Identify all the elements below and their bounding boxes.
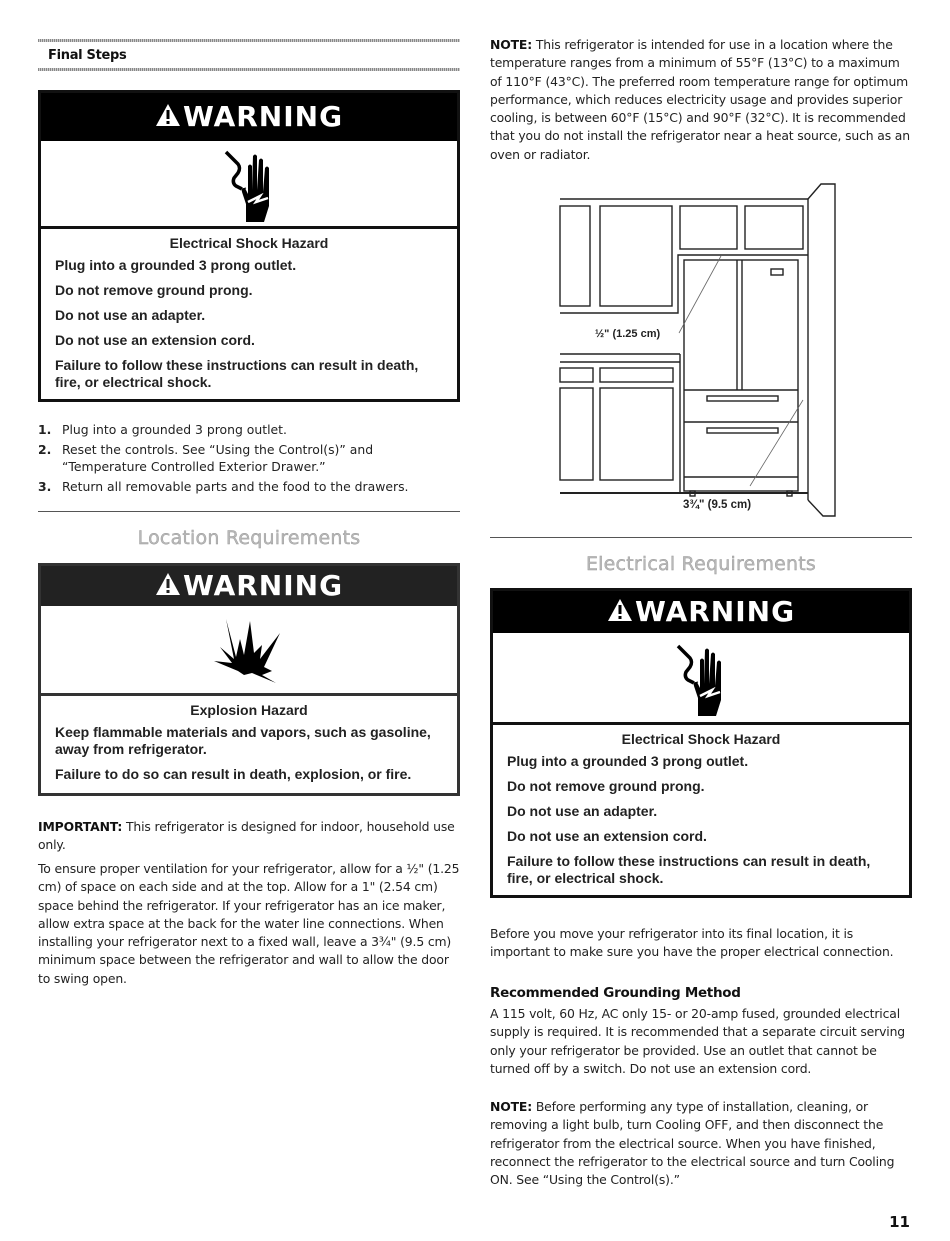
installation-clearance-diagram <box>555 178 845 518</box>
warning-line: Failure to follow these instructions can result in death, fire, or electrical shock. <box>507 853 871 886</box>
electrical-note: NOTE: Before performing any type of installation, cleaning, or removing a light bulb, turn Cooling OFF, and then disconnect the refrigerator from the electrical source. When you have finished, reconnect the refrigerator to the electrical source and turn Cooling ON. See “Using the Control(s).” <box>490 1099 895 1188</box>
hazard-title: Explosion Hazard <box>190 702 308 718</box>
divider <box>38 68 460 71</box>
warning-heading: WARNING <box>182 100 344 133</box>
warning-body <box>493 725 909 895</box>
location-warning-box <box>38 563 460 796</box>
page-number: 11 <box>889 1213 910 1231</box>
warning-triangle-icon <box>607 598 633 622</box>
electrical-intro: Before you move your refrigerator into its final location, it is important to make sure you have the proper electrical connection. <box>490 926 894 960</box>
electrical-shock-hand-icon <box>493 633 909 725</box>
final-steps-title: Final Steps <box>48 48 127 63</box>
warning-header <box>41 566 457 606</box>
hazard-title: Electrical Shock Hazard <box>169 235 329 251</box>
warning-line: Plug into a grounded 3 prong outlet. <box>507 753 749 769</box>
top-clearance-label: ½" (1.25 cm) <box>595 328 661 340</box>
warning-header <box>493 591 909 633</box>
hazard-title: Electrical Shock Hazard <box>621 731 781 747</box>
note-label: NOTE: <box>490 1099 533 1114</box>
warning-line: Do not use an adapter. <box>507 803 658 819</box>
warning-heading: WARNING <box>634 595 796 628</box>
electrical-warning-box <box>490 588 912 898</box>
divider <box>38 511 460 512</box>
divider <box>490 537 912 538</box>
divider <box>38 39 460 42</box>
location-requirements-title: Location Requirements <box>137 527 361 549</box>
warning-line: Do not remove ground prong. <box>507 778 705 794</box>
warning-triangle-icon <box>155 572 181 596</box>
warning-line: Do not use an adapter. <box>55 307 206 323</box>
final-steps-warning-box <box>38 90 460 402</box>
grounding-method-text: A 115 volt, 60 Hz, AC only 15- or 20-amp fused, grounded electrical supply is required. It is recommended that a separate circuit serving only your refrigerator be provided. Use an outlet that cannot be turned off by a switch. Do not use an extension cord. <box>490 1006 905 1076</box>
grounding-method-title: Recommended Grounding Method <box>490 985 741 1001</box>
step-item: 1. Plug into a grounded 3 prong outlet. <box>38 422 287 437</box>
warning-line: Failure to follow these instructions can result in death, fire, or electrical shock. <box>55 357 419 390</box>
warning-line: Keep flammable materials and vapors, such as gasoline, away from refrigerator. <box>55 724 431 757</box>
step-item: 3. Return all removable parts and the food to the drawers. <box>38 479 409 494</box>
warning-body <box>41 696 457 793</box>
final-steps-header <box>38 39 460 71</box>
warning-line: Do not use an extension cord. <box>55 332 255 348</box>
warning-header <box>41 93 457 141</box>
side-clearance-label: 3¾" (9.5 cm) <box>683 499 752 511</box>
warning-body <box>41 229 457 399</box>
warning-line: Do not use an extension cord. <box>507 828 707 844</box>
refrigerator-cabinet-illustration <box>555 178 845 518</box>
temperature-note: NOTE: This refrigerator is intended for use in a location where the temperature ranges from a minimum of 55°F (13°C) to a maximum of 110°F (43°C). The preferred room temperature range for optimum performance, which reduces electricity usage and provides superior cooling, is between 60°F (15°C) and 90°F (32°C). It is recommended that you do not install the refrigerator near a heat source, such as an oven or radiator. <box>490 37 910 162</box>
warning-triangle-icon <box>155 103 181 127</box>
electrical-shock-hand-icon <box>41 141 457 229</box>
step-item: 2. Reset the controls. See “Using the Control(s)” and “Temperature Controlled Exterior Drawer.” <box>38 442 374 474</box>
warning-heading: WARNING <box>182 569 344 602</box>
warning-line: Do not remove ground prong. <box>55 282 253 298</box>
ventilation-paragraph: To ensure proper ventilation for your refrigerator, allow for a ½" (1.25 cm) of space on each side and at the top. Allow for a 1" (2.54 cm) space behind the refrigerator. If your refrigerator has an ice maker, allow extra space at the back for the water line connections. When installing your refrigerator next to a fixed wall, leave a 3¾" (9.5 cm) minimum space between the refrigerator and wall to allow the door to swing open. <box>38 861 460 986</box>
explosion-icon <box>41 606 457 696</box>
warning-line: Plug into a grounded 3 prong outlet. <box>55 257 297 273</box>
important-label: IMPORTANT: <box>38 819 123 834</box>
note-label: NOTE: <box>490 37 533 52</box>
warning-line: Failure to do so can result in death, explosion, or fire. <box>55 766 412 782</box>
important-paragraph: IMPORTANT: This refrigerator is designed for indoor, household use only. <box>38 819 455 853</box>
final-steps-list <box>38 421 460 498</box>
electrical-requirements-title: Electrical Requirements <box>585 553 817 575</box>
